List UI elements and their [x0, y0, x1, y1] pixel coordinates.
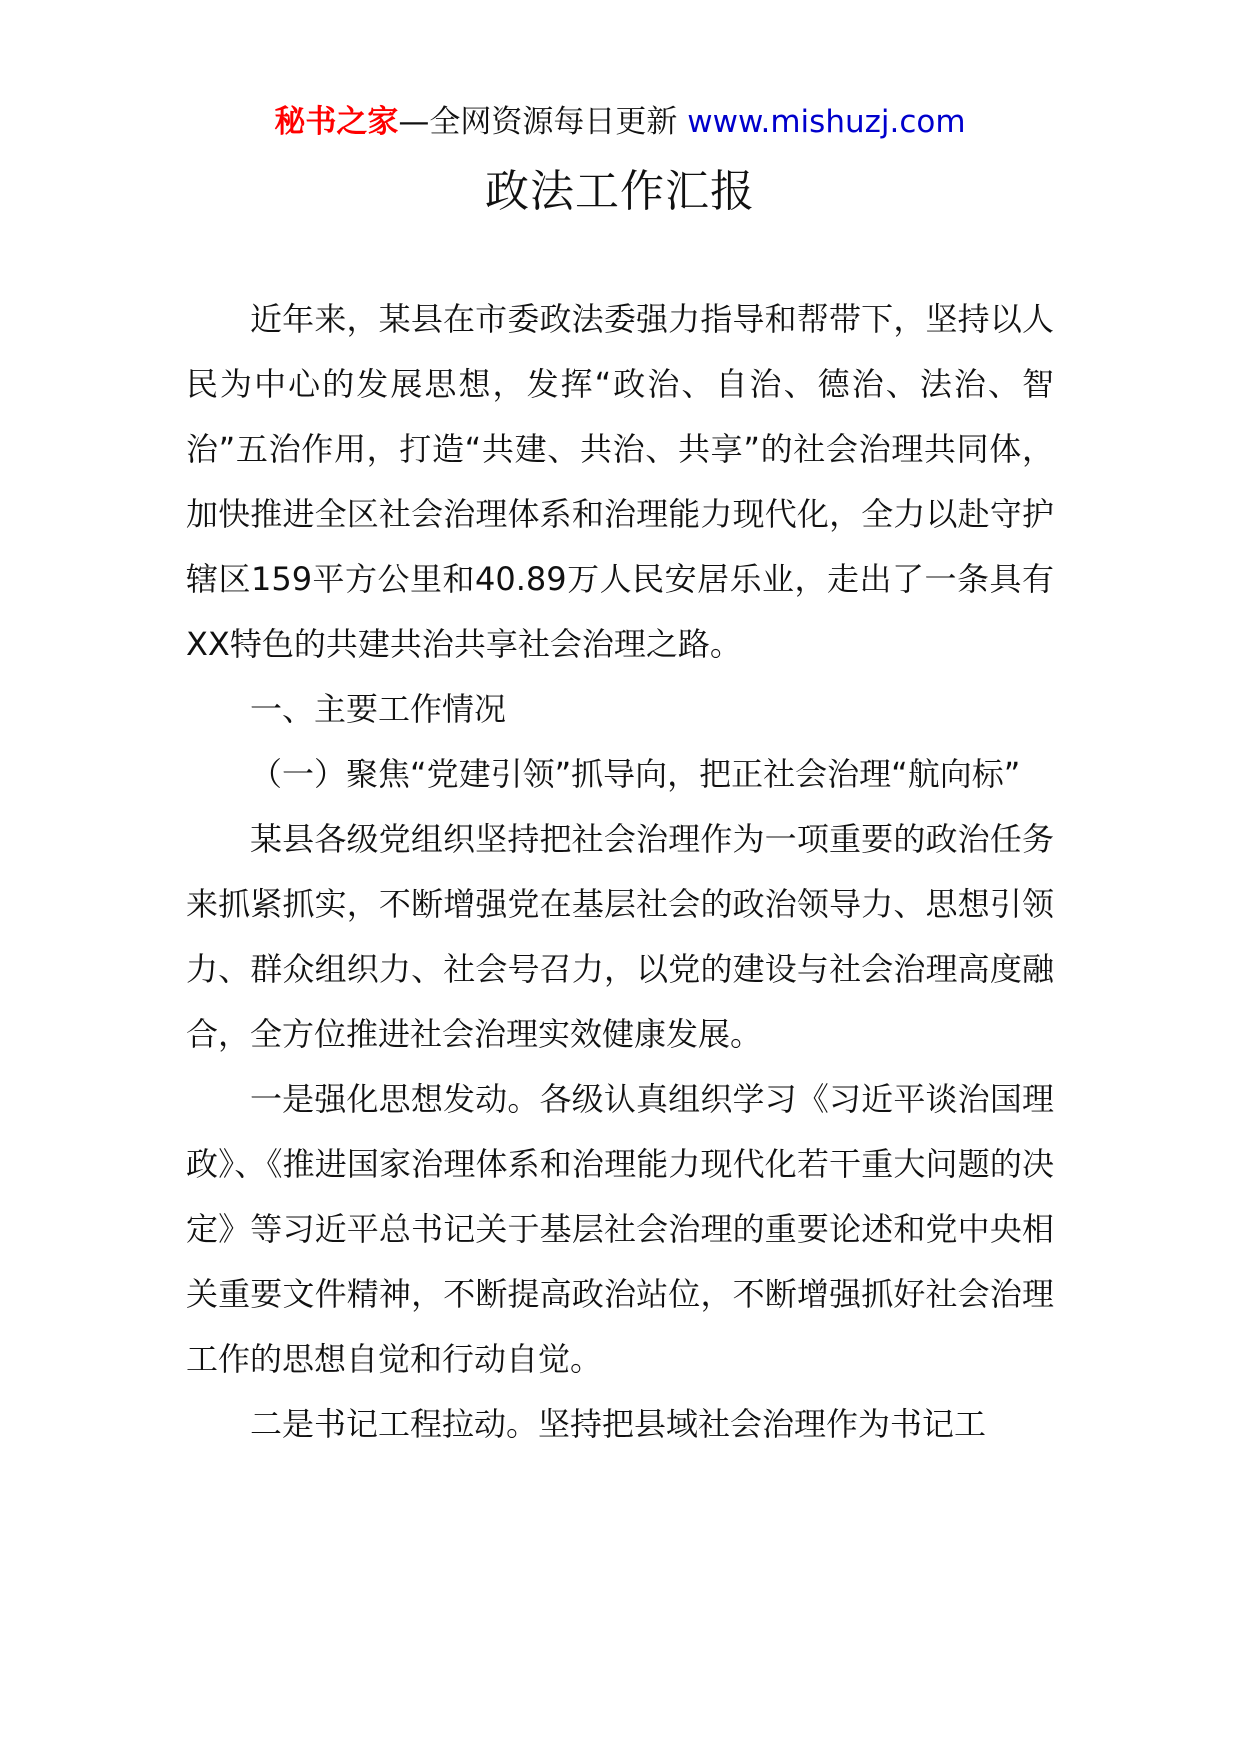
- document-body: [186, 287, 1054, 1457]
- document-title: 政法工作汇报: [485, 166, 755, 217]
- section-heading: 一、主要工作情况: [250, 690, 507, 728]
- intro-paragraph: 近年来，某县在市委政法委强力指导和帮带下，坚持以人民为中心的发展思想，发挥“政治、自治、德治、法治、智治”五治作用，打造“共建、共治、共享”的社会治理共同体，加快推进全区社会治理体系和治理能力现代化，全力以赴守护辖区159平方公里和40.89万人民安居乐业，走出了一条具有XX特色的共建共治共享社会治理之路。: [186, 300, 1054, 663]
- body-paragraph: 某县各级党组织坚持把社会治理作为一项重要的政治任务来抓紧抓实，不断增强党在基层社会的政治领导力、思想引领力、群众组织力、社会号召力，以党的建设与社会治理高度融合，全方位推进社会治理实效健康发展。: [186, 820, 1054, 1053]
- header-banner: [0, 100, 1240, 144]
- banner-url-link[interactable]: www.mishuzj.com: [687, 104, 966, 140]
- banner-brand: 秘书之家: [274, 104, 399, 140]
- banner-slogan: —全网资源每日更新: [398, 104, 678, 140]
- body-paragraph: 二是书记工程拉动。坚持把县域社会治理作为书记工: [250, 1405, 987, 1443]
- body-paragraph: 一是强化思想发动。各级认真组织学习《习近平谈治国理政》、《推进国家治理体系和治理能力现代化若干重大问题的决定》等习近平总书记关于基层社会治理的重要论述和党中央相关重要文件精神，不断提高政治站位，不断增强抓好社会治理工作的思想自觉和行动自觉。: [186, 1080, 1054, 1378]
- subsection-heading: （一）聚焦“党建引领”抓导向，把正社会治理“航向标”: [250, 755, 1021, 793]
